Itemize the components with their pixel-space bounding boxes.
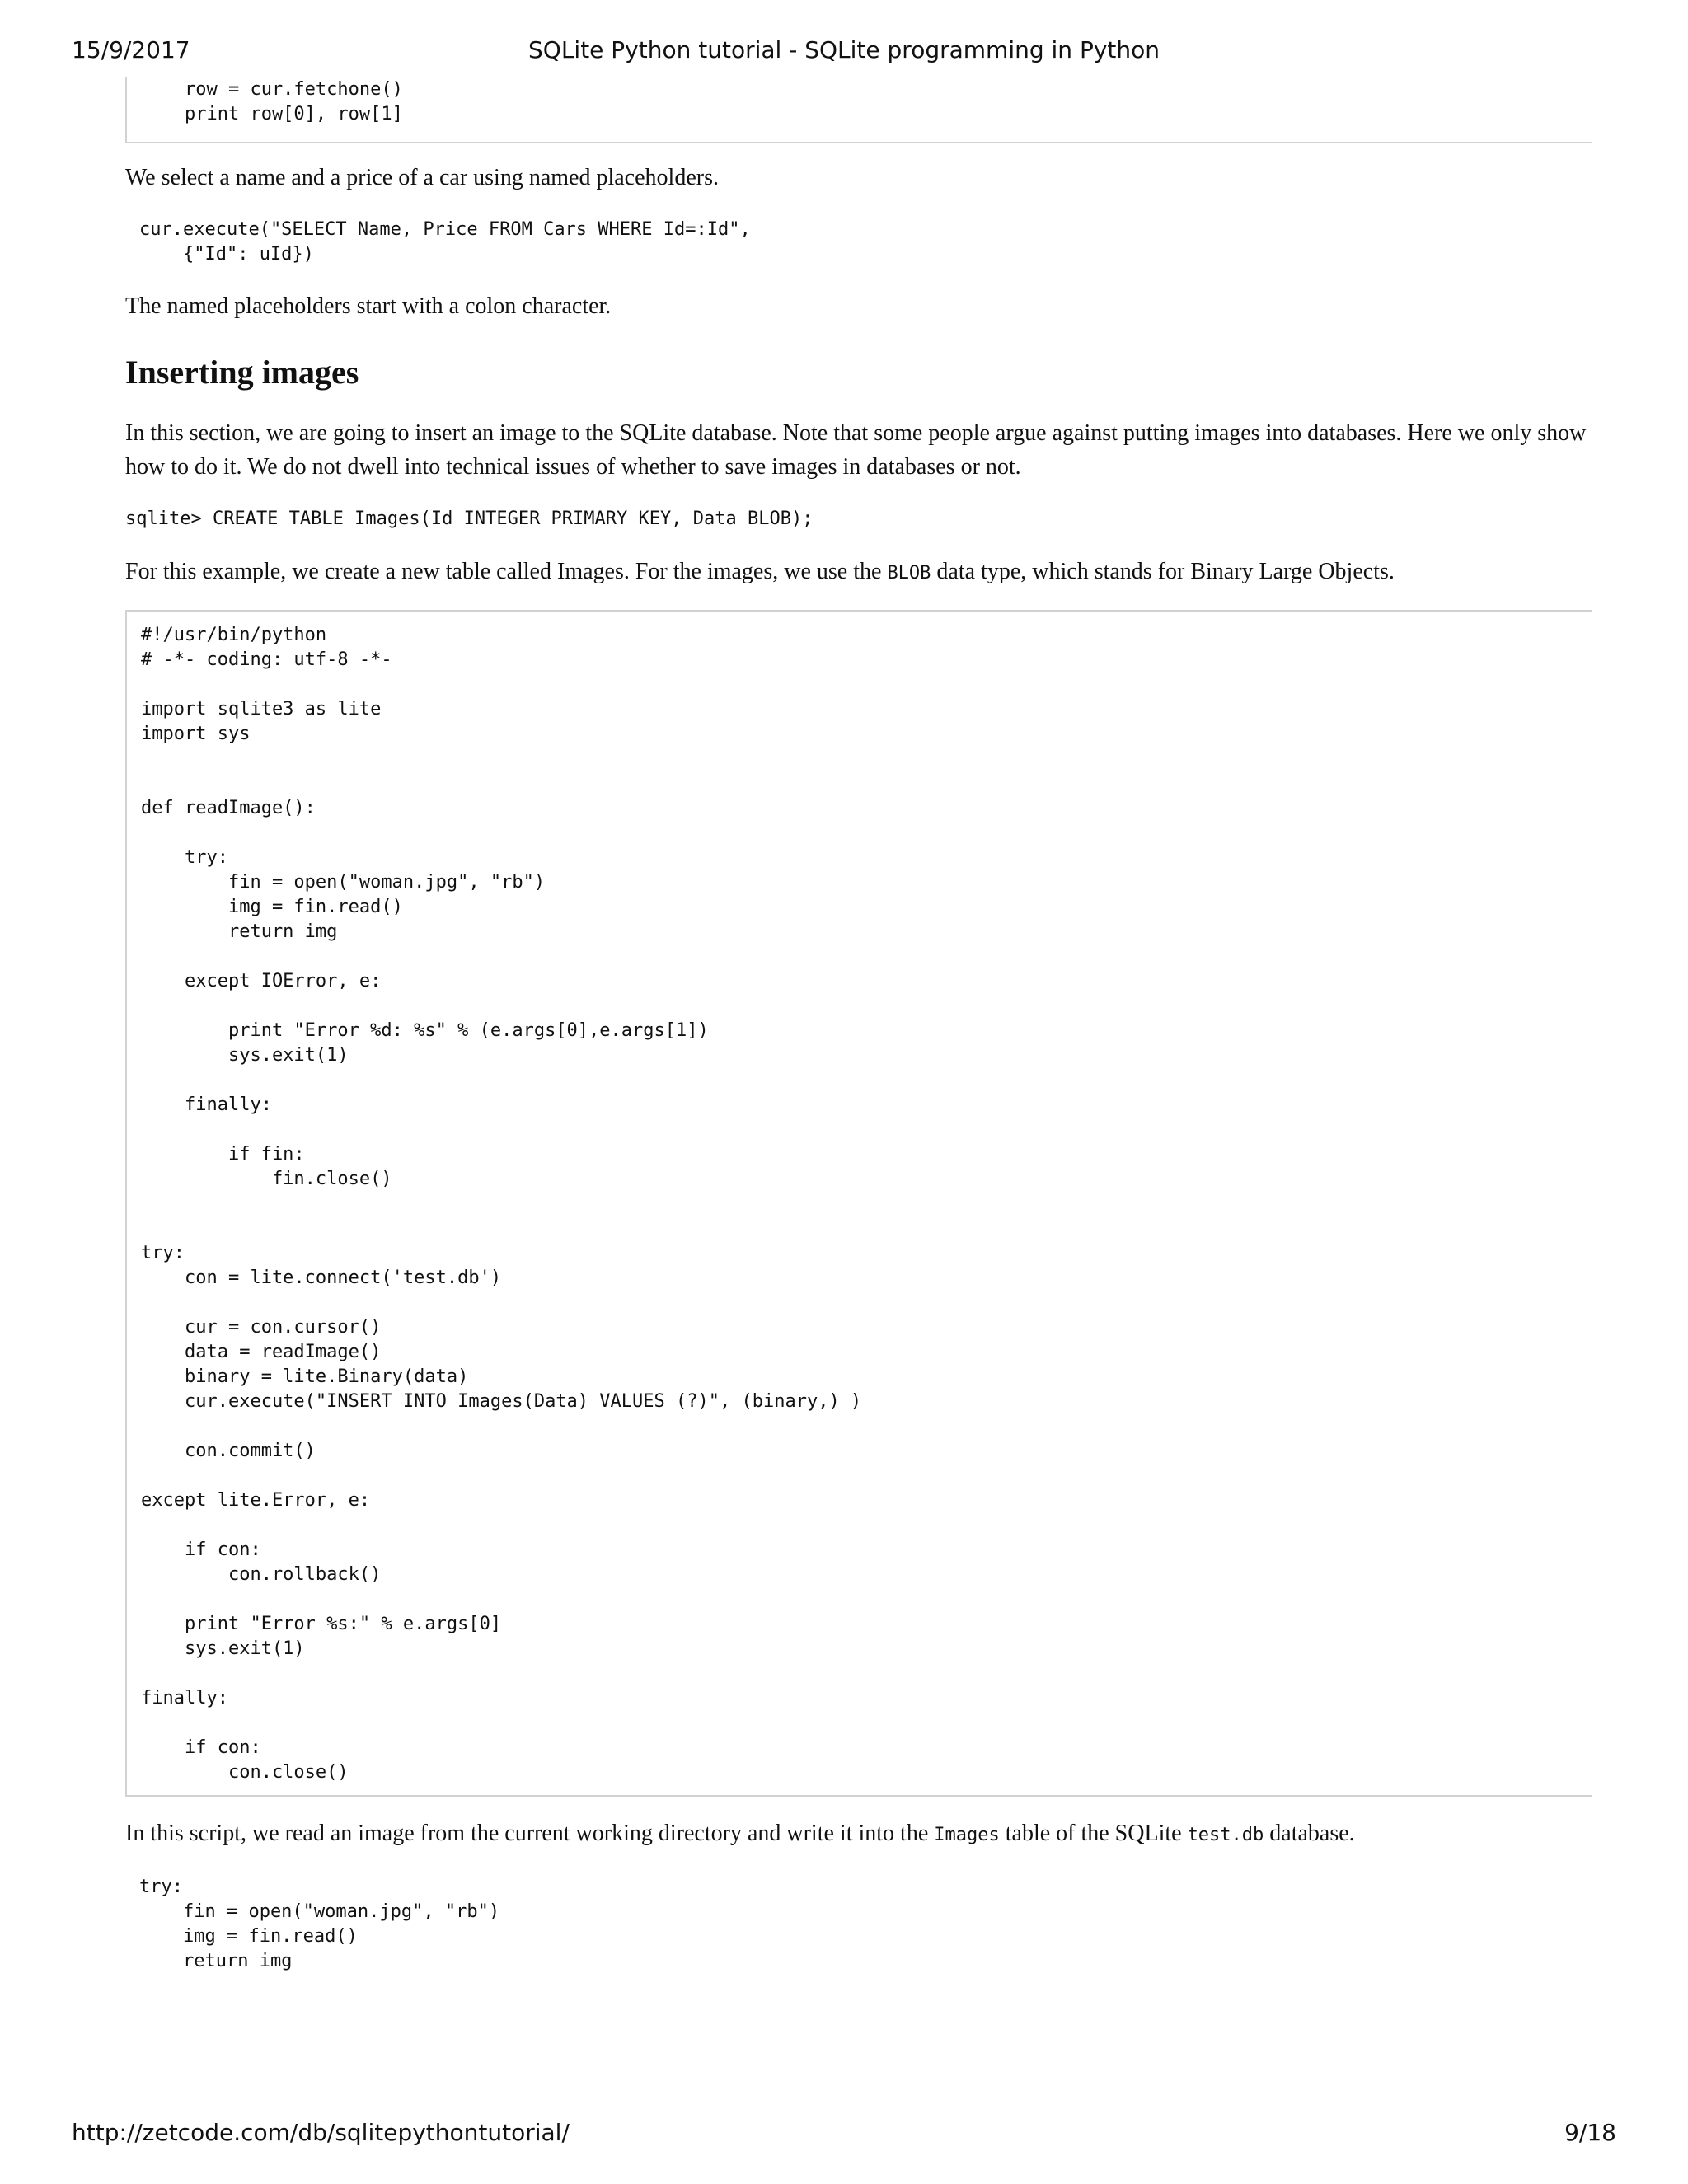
- paragraph-blob: For this example, we create a new table called Images. For the images, we use the BLOB data type, which stands for Binary Large Objects.: [125, 559, 1395, 584]
- code-fetchone: row = cur.fetchone() print row[0], row[1]: [184, 79, 403, 124]
- code-create-table: sqlite> CREATE TABLE Images(Id INTEGER PRIMARY KEY, Data BLOB);: [125, 509, 814, 529]
- print-footer: [0, 2119, 1688, 2152]
- code-block-insert-image: [125, 610, 1592, 1797]
- print-page-number: 9/18: [1564, 2119, 1616, 2146]
- code-insert-image-script: #!/usr/bin/python # -*- coding: utf-8 -*- import sqlite3 as lite import sys def readImage(): try: fin = open("woman.jpg", "rb") img = fin.read() return img except IOError, e: print "Error %d: %s" % (e.args[0],e.args[1]) sys.exit(1) finally: if fin: fin.close() try: con = lite.connect('test.db') cur = con.cursor() data = readImage() binary = lite.Binary(data) cur.execute("INSERT INTO Images(Data) VALUES (?)", (binary,) ) con.commit() except lite.Error, e: if con: con.rollback() print "Error %s:" % e.args[0] sys.exit(1) finally: if con: con.close(): [141, 625, 862, 1783]
- code-read-image: try: fin = open("woman.jpg", "rb") img = fin.read() return img: [139, 1877, 500, 1971]
- code-block-fetchone: [125, 77, 1592, 143]
- inline-code-blob: BLOB: [887, 563, 931, 583]
- code-named-placeholders: cur.execute("SELECT Name, Price FROM Cars WHERE Id=:Id", {"Id": uId}): [139, 219, 751, 265]
- paragraph-script-explanation: In this script, we read an image from the current working directory and write it into the Images table of the SQLite test.db database.: [125, 1821, 1355, 1846]
- paragraph-images-intro: In this section, we are going to insert an image to the SQLite database. Note that some people argue against putting images into databases. Here we only show how to do it. We do not dwell into technical issues of whether to save images in databases or not.: [125, 420, 1587, 480]
- paragraph-named-placeholders: We select a name and a price of a car using named placeholders.: [125, 165, 719, 190]
- print-date: 15/9/2017: [72, 36, 190, 63]
- article-content: [125, 77, 1592, 1974]
- heading-inserting-images: Inserting images: [125, 354, 359, 391]
- print-page-title: SQLite Python tutorial - SQLite programming in Python: [528, 36, 1160, 63]
- inline-code-images: Images: [934, 1825, 1000, 1845]
- print-url: http://zetcode.com/db/sqlitepythontutorial/: [72, 2119, 570, 2146]
- inline-code-testdb: test.db: [1187, 1825, 1264, 1845]
- print-header: [0, 36, 1688, 69]
- paragraph-colon: The named placeholders start with a colon character.: [125, 293, 612, 319]
- code-block-named: [125, 218, 1592, 267]
- code-block-read-image: [125, 1875, 1592, 1974]
